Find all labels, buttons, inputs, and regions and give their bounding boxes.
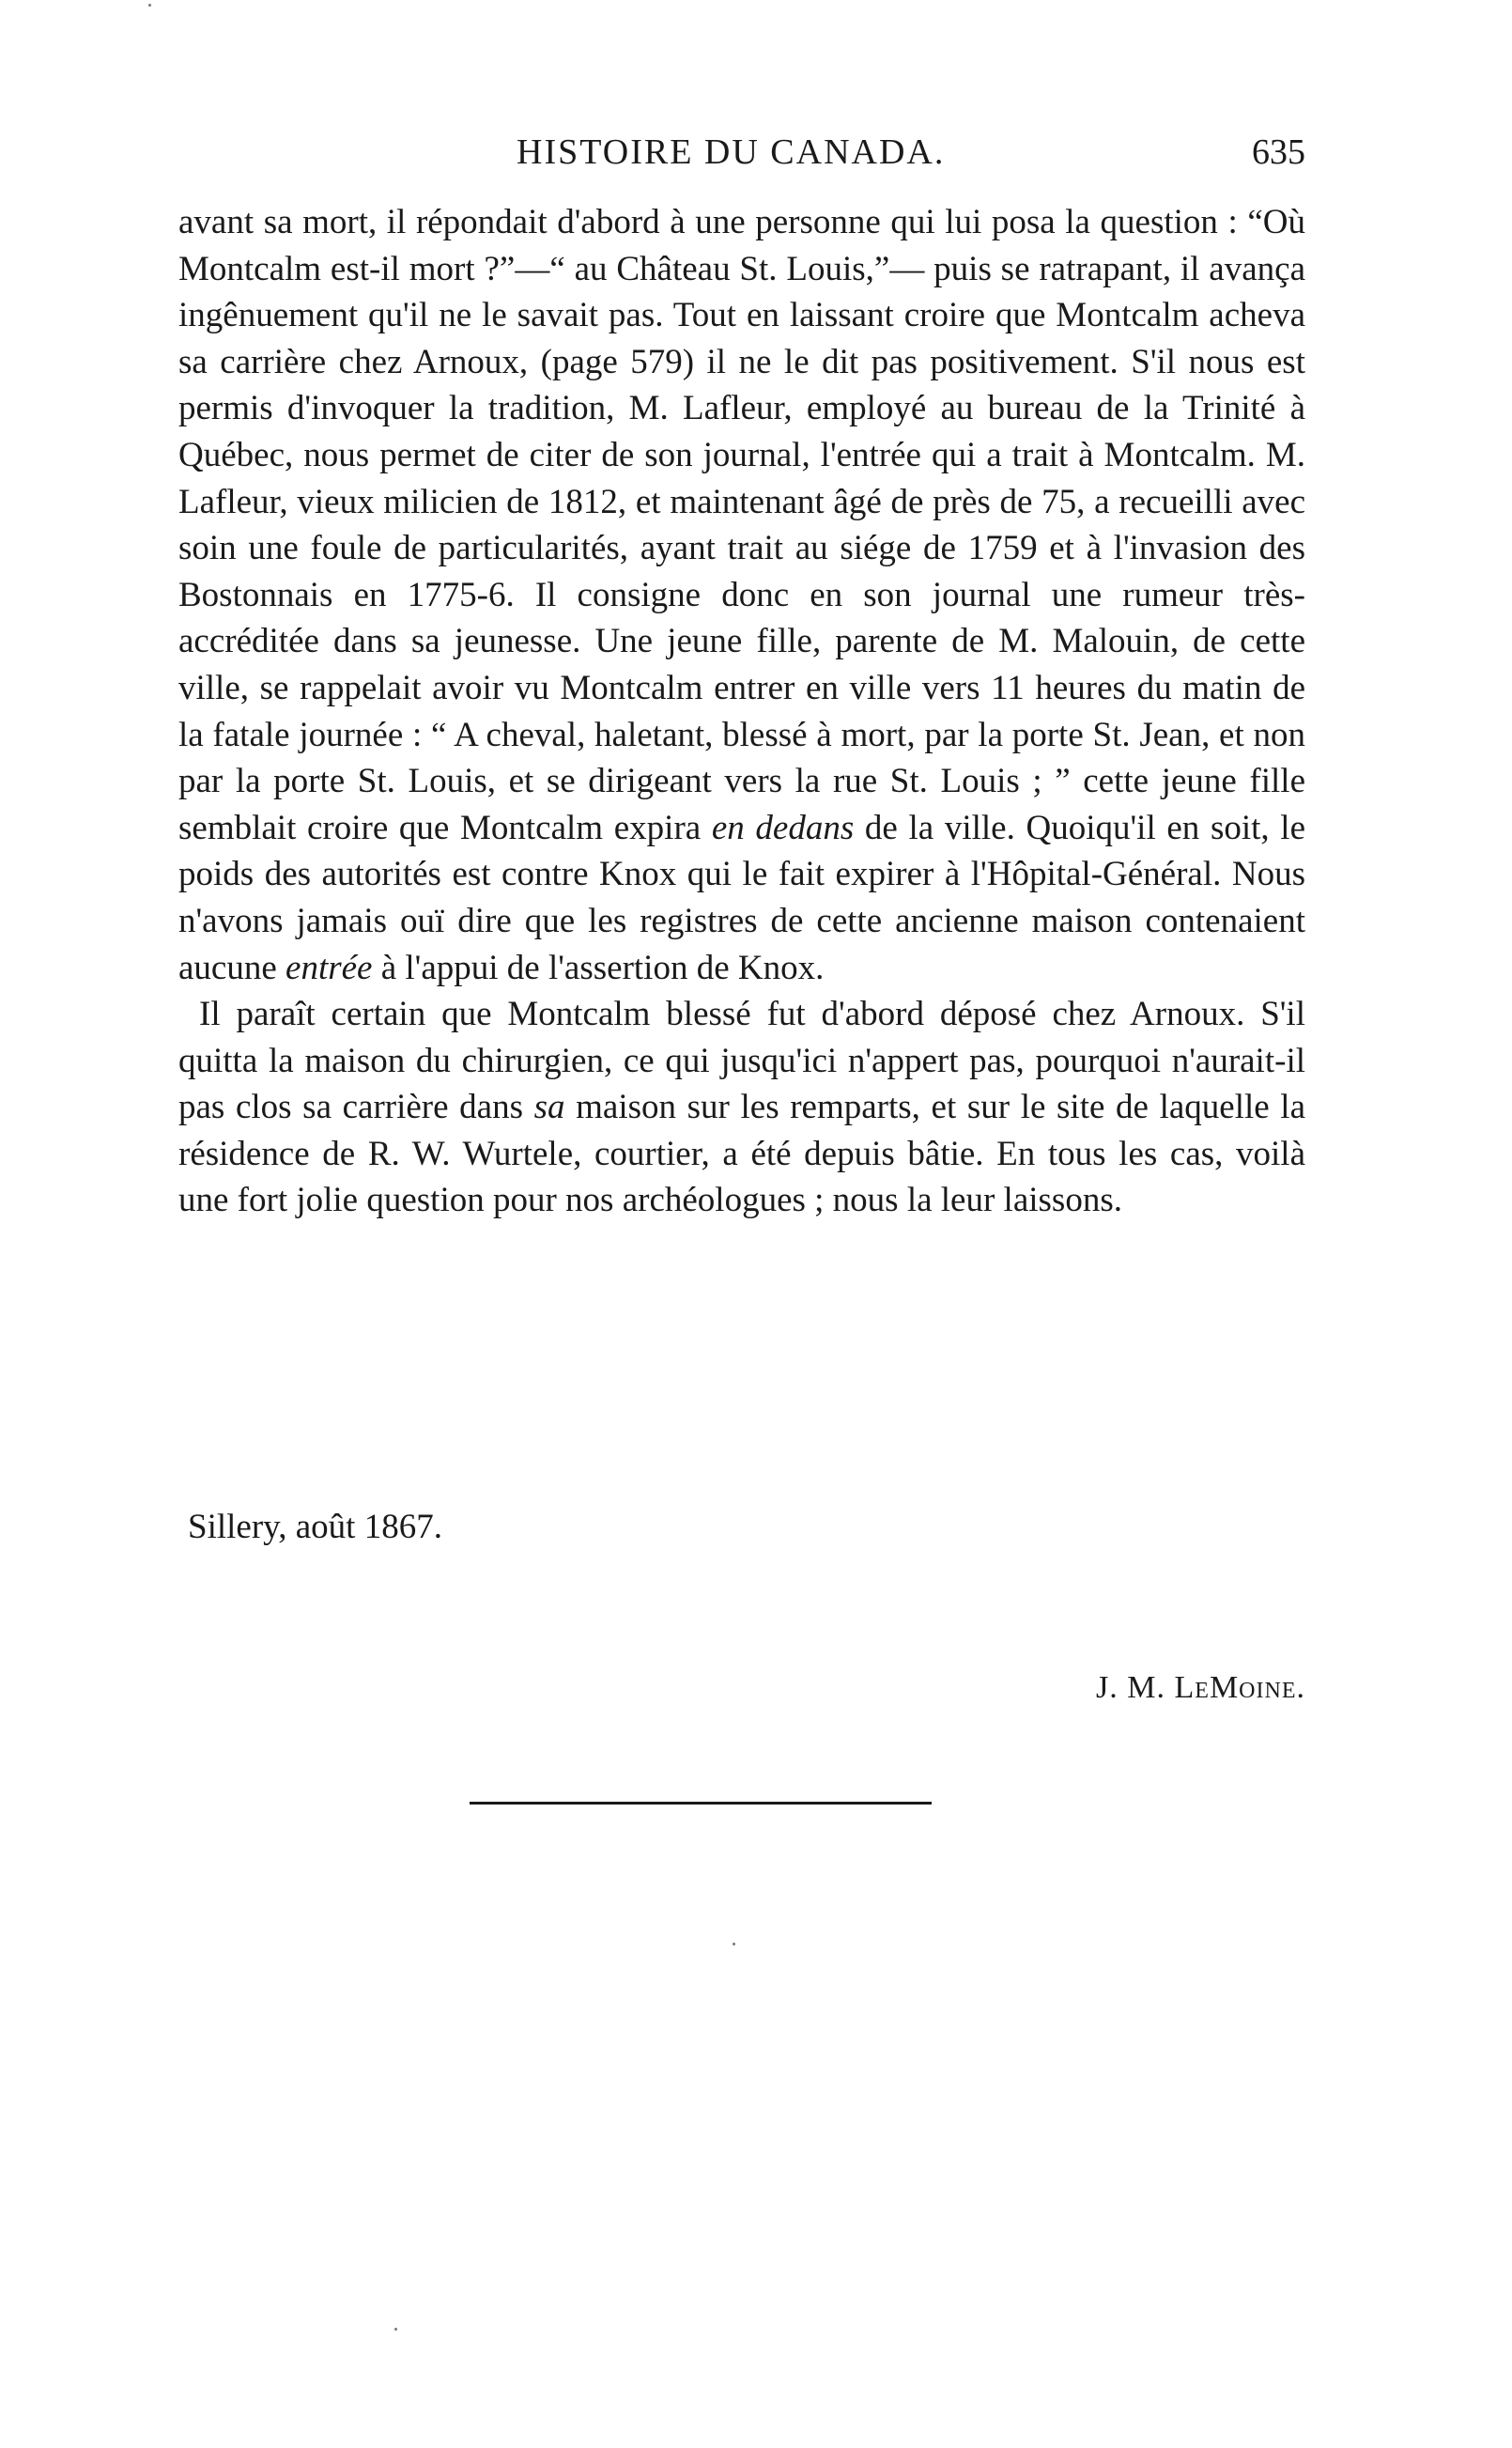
author-signature xyxy=(1096,1665,1305,1712)
dateline: Sillery, août 1867. xyxy=(188,1508,442,1546)
author-surname: eMoine. xyxy=(1195,1670,1305,1705)
scan-speck xyxy=(733,1943,735,1945)
page-number: 635 xyxy=(1252,132,1305,172)
italic-text: en dedans xyxy=(711,808,855,847)
italic-text: entrée xyxy=(285,948,373,987)
running-title: HISTOIRE DU CANADA. xyxy=(517,132,946,172)
end-rule xyxy=(470,1802,932,1805)
paragraph-text: avant sa mort, il répondait d'abord à une personne qui lui posa la question : “Où Montcalm est-il mort ?”—“ au Château St. Louis,”— puis se ratrapant, il avança ingênuement qu'il ne le savait pas. Tout en laissant croire que Montcalm acheva sa carrière chez Arnoux, (page 579) il ne le dit pas positivement. S'il nous est permis d'invoquer la tradition, M. Lafleur, employé au bureau de la Trinité à Québec, nous permet de citer de son journal, l'entrée qui a trait à Montcalm. M. Lafleur, vieux milicien de 1812, et maintenant âgé de près de 75, a recueilli avec soin une foule de particularités, ayant trait au siége de 1759 et à l'invasion des Bostonnais en 1775-6. Il consigne donc en son journal une rumeur très-accréditée dans sa jeunesse. Une jeune fille, parente de M. Malouin, de cette ville, se rappelait avoir vu Montcalm entrer en ville vers 11 heures du matin de la fatale journée : “ A cheval, haletant, blessé à mort, par la porte St. Jean, et non par la porte St. Louis, et se dirigeant vers la rue St. Louis ; ” cette jeune fille semblait croire que Montcalm expira xyxy=(178,203,1305,847)
paragraph-text: maison sur les remparts, et sur le site de laquelle la résidence de R. W. Wurtele, courtier, a été depuis bâtie. En tous les cas, voilà une fort jolie question pour nos archéologues ; nous la leur laissons. xyxy=(178,1088,1306,1220)
italic-text: sa xyxy=(533,1088,565,1127)
paragraph xyxy=(178,199,1305,991)
page-header xyxy=(178,132,1305,180)
paragraph-text: à l'appui de l'assertion de Knox. xyxy=(380,948,825,987)
paragraph-text: de la ville. Quoiqu'il en soit, le poids des autorités est contre Knox qui le fait expirer à l'Hôpital-Général. Nous n'avons jamais ouï dire que les registres de cette ancienne maison contenaient aucune xyxy=(178,808,1306,987)
paragraph-text: Il paraît certain que Montcalm blessé fut d'abord déposé chez Arnoux. S'il quitta la maison du chirurgien, ce qui jusqu'ici n'appert pas, pourquoi n'aurait-il pas clos sa carrière dans xyxy=(178,995,1305,1127)
scan-speck xyxy=(148,4,151,7)
scan-speck xyxy=(394,2328,397,2331)
paragraph xyxy=(178,991,1305,1224)
author-initials: J. M. L xyxy=(1096,1670,1196,1705)
